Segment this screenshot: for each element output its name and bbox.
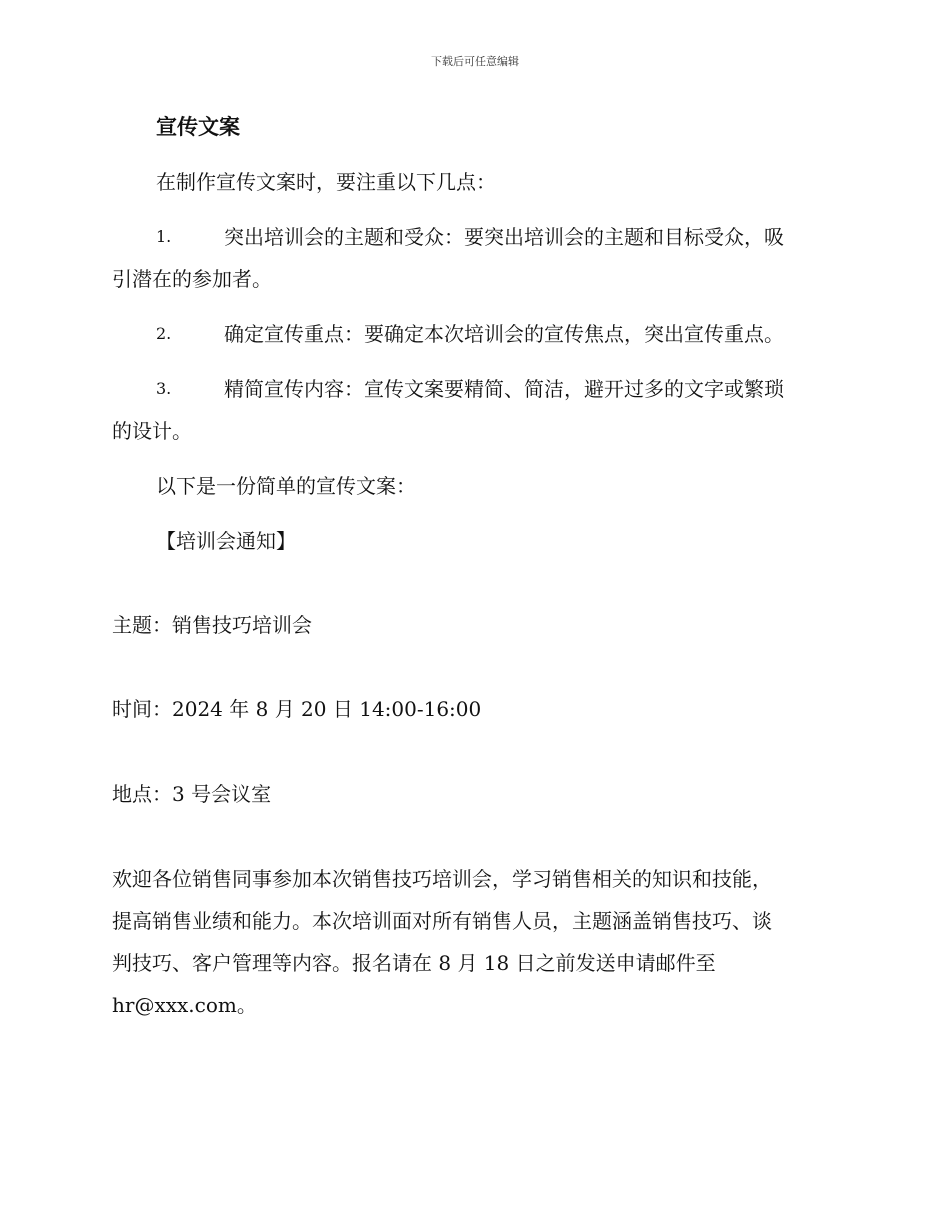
document-title: 宣传文案 [156, 114, 240, 139]
notice-topic: 主题：销售技巧培训会 [112, 613, 312, 637]
list-item-text: 精简宣传内容：宣传文案要精简、简洁，避开过多的文字或繁琐 [224, 377, 784, 401]
list-number: 2. [156, 324, 172, 343]
notice-body-line: 欢迎各位销售同事参加本次销售技巧培训会，学习销售相关的知识和技能， [112, 867, 772, 891]
notice-time: 时间：2024 年 8 月 20 日 14:00-16:00 [112, 697, 482, 721]
notice-body-line: 提高销售业绩和能力。本次培训面对所有销售人员，主题涵盖销售技巧、谈 [112, 909, 772, 933]
list-number: 3. [156, 379, 172, 398]
notice-title: 【培训会通知】 [156, 529, 296, 553]
notice-body-line: 判技巧、客户管理等内容。报名请在 8 月 18 日之前发送申请邮件至 [112, 951, 716, 975]
list-item-text-continued: 引潜在的参加者。 [112, 267, 272, 291]
list-item-text: 确定宣传重点：要确定本次培训会的宣传焦点，突出宣传重点。 [224, 322, 784, 346]
intro-text: 在制作宣传文案时，要注重以下几点： [156, 170, 496, 194]
sample-intro: 以下是一份简单的宣传文案： [156, 474, 416, 498]
page-header: 下载后可任意编辑 [431, 55, 519, 68]
notice-body-line: hr@xxx.com。 [112, 993, 257, 1017]
notice-location: 地点：3 号会议室 [112, 782, 272, 806]
list-item-text: 突出培训会的主题和受众：要突出培训会的主题和目标受众，吸 [224, 225, 784, 249]
list-item-text-continued: 的设计。 [112, 419, 192, 443]
list-number: 1. [156, 227, 172, 246]
